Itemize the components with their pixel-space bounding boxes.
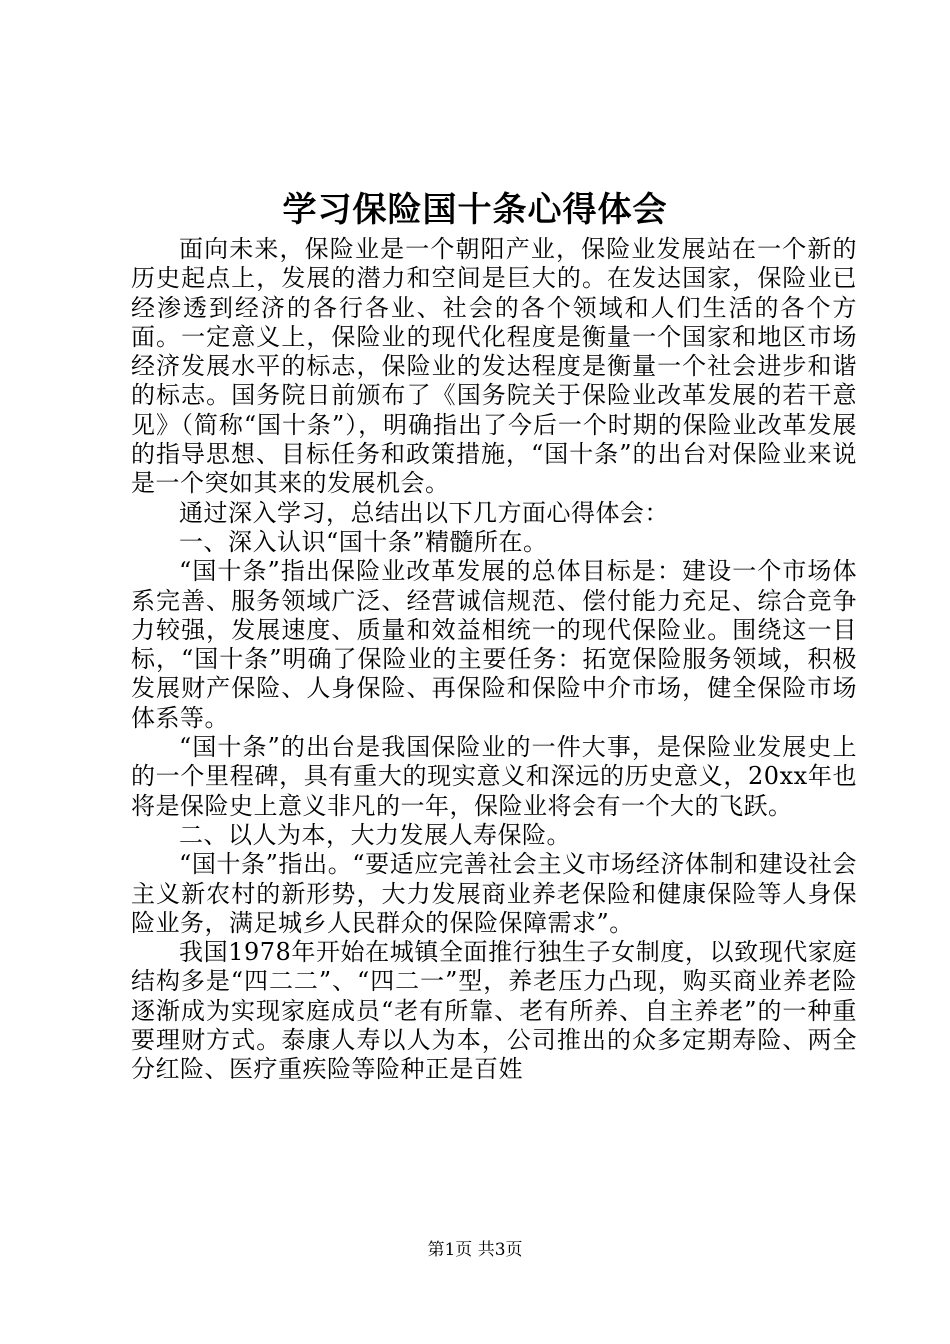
document-title: 学习保险国十条心得体会 bbox=[282, 190, 668, 230]
paragraph-milestone: “国十条”的出台是我国保险业的一件大事，是保险业发展史上的一个里程碑，具有重大的现实意义和深远的历史意义，20xx年也将是保险史上意义非凡的一年，保险业将会有一个大的飞跃。 bbox=[131, 733, 857, 820]
section-heading-1: 一、深入认识“国十条”精髓所在。 bbox=[179, 527, 548, 556]
paragraph-intro: 面向未来，保险业是一个朝阳产业，保险业发展站在一个新的历史起点上，发展的潜力和空间是巨大的。在发达国家，保险业已经渗透到经济的各行各业、社会的各个领域和人们生活的各个方面。一定意义上，保险业的现代化程度是衡量一个国家和地区市场经济发展水平的标志，保险业的发达程度是衡量一个社会进步和谐的标志。国务院日前颁布了《国务院关于保险业改革发展的若干意见》（简称“国十条”），明确指出了今后一个时期的保险业改革发展的指导思想、目标任务和政策措施，“国十条”的出台对保险业来说是一个突如其来的发展机会。 bbox=[131, 235, 857, 498]
page-number-footer: 第1页 共3页 bbox=[427, 1240, 523, 1260]
document-body bbox=[131, 235, 857, 1085]
paragraph-summary-lead: 通过深入学习，总结出以下几方面心得体会： bbox=[179, 498, 669, 527]
paragraph-family-structure: 我国1978年开始在城镇全面推行独生子女制度，以致现代家庭结构多是“四二二”、“四二一”型，养老压力凸现，购买商业养老险逐渐成为实现家庭成员“老有所靠、老有所养、自主养老”的一种重要理财方式。泰康人寿以人为本，公司推出的众多定期寿险、两全分红险、医疗重疾险等险种正是百姓 bbox=[131, 938, 857, 1084]
paragraph-goals: “国十条”指出保险业改革发展的总体目标是：建设一个市场体系完善、服务领域广泛、经营诚信规范、偿付能力充足、综合竞争力较强，发展速度、质量和效益相统一的现代保险业。围绕这一目标，“国十条”明确了保险业的主要任务：拓宽保险服务领域，积极发展财产保险、人身保险、再保险和保险中介市场，健全保险市场体系等。 bbox=[131, 557, 857, 732]
paragraph-quote: “国十条”指出。“要适应完善社会主义市场经济体制和建设社会主义新农村的新形势，大力发展商业养老保险和健康保险等人身保险业务，满足城乡人民群众的保险保障需求”。 bbox=[131, 850, 857, 937]
section-heading-2: 二、以人为本，大力发展人寿保险。 bbox=[179, 820, 571, 849]
